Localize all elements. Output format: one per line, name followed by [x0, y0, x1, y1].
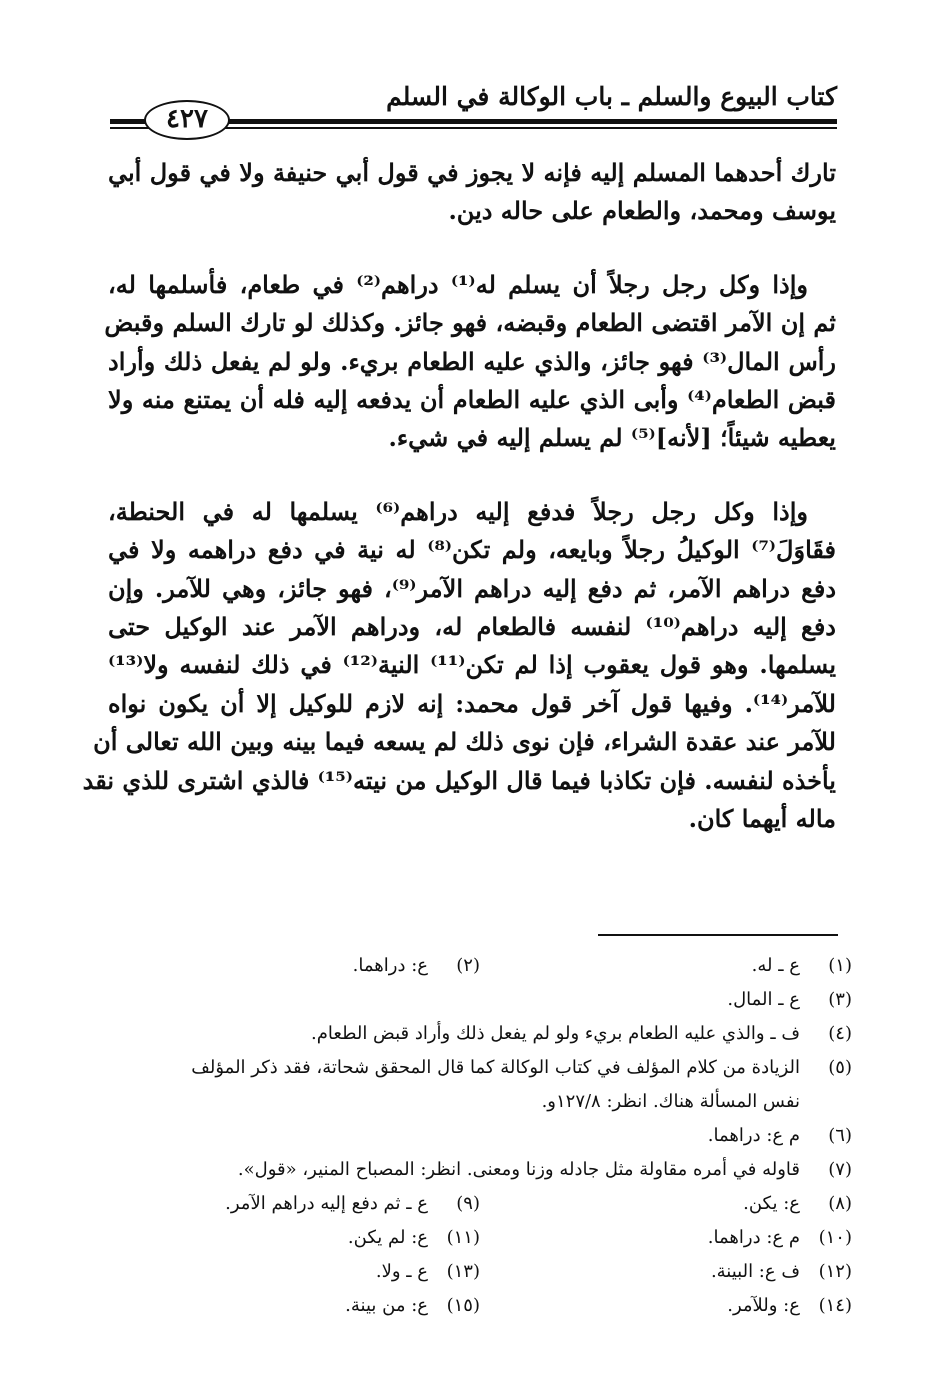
footnote-continuation: نفس المسألة هناك. انظر: ١٢٧/٨و. — [541, 1091, 800, 1112]
footnote — [108, 1017, 852, 1051]
text-line: يسلمها. وهو قول يعقوب إذا لم تكن⁽¹¹⁾ النية⁽¹²⁾ في ذلك لنفسه ولا⁽¹³⁾ — [108, 650, 837, 680]
footnote — [108, 1187, 480, 1221]
footnote — [108, 1255, 480, 1289]
footnote-text: ف ـ والذي عليه الطعام بريء ولو لم يفعل ذلك وأراد قبض الطعام. — [311, 1023, 800, 1044]
footnote-text: ع: يكن. — [743, 1193, 800, 1214]
paragraph-gap — [108, 458, 836, 493]
footnote-text: ع: لم يكن. — [347, 1227, 428, 1248]
text-line: رأس المال⁽³⁾ فهو جائز، والذي عليه الطعام بريء. ولو لم يفعل ذلك وأراد — [108, 346, 836, 376]
footnote-number: (١٤) — [818, 1295, 852, 1316]
footnote-text: ع ـ ثم دفع إليه دراهم الآمر. — [225, 1193, 428, 1214]
footnote-number: (١٠) — [818, 1227, 852, 1248]
footnote — [480, 1289, 852, 1323]
footnote-text: ع ـ ولا. — [375, 1261, 428, 1282]
footnote-row — [108, 1255, 852, 1289]
footnote — [108, 1119, 852, 1153]
footnote-text: ف ع: البينة. — [710, 1261, 800, 1282]
footnote-row — [108, 1187, 852, 1221]
footnote-number: (٤) — [828, 1023, 852, 1044]
text-line: وإذا وكل رجل رجلاً فدفع إليه دراهم⁽⁶⁾ يسلمها له في الحنطة، — [108, 496, 808, 526]
footnote — [108, 1153, 852, 1187]
paragraph-gap — [108, 231, 836, 266]
text-line: للآمر عند عقدة الشراء، فإن نوى ذلك لم يسعه فيما بينه وبين الله تعالى أن — [93, 727, 836, 757]
text-line: تارك أحدهما المسلم إليه فإنه لا يجوز في قول أبي حنيفة ولا في قول أبي — [108, 158, 836, 187]
text-line: ثم إن الآمر اقتضى الطعام وقبضه، فهو جائز. وكذلك لو تارك السلم وقبض — [104, 308, 836, 338]
footnote-text: الزيادة من كلام المؤلف في كتاب الوكالة كما قال المحقق شحاتة، فقد ذكر المؤلف — [191, 1057, 800, 1078]
footnote-number: (١١) — [446, 1227, 480, 1248]
footnote-text: ع: دراهما. — [352, 955, 428, 976]
footnote-number: (٥) — [828, 1057, 852, 1078]
footnote-text: قاوله في أمره مقاولة مثل جادله وزنا ومعنى. انظر: المصباح المنير، «قول». — [237, 1159, 800, 1180]
footnote-number: (٢) — [456, 955, 480, 976]
text-line: فقَاوَلَ⁽⁷⁾ الوكيلُ رجلاً وبايعه، ولم تكن⁽⁸⁾ له نية في دفع دراهمه ولا في — [108, 535, 836, 565]
text-line: وإذا وكل رجل رجلاً أن يسلم له⁽¹⁾ دراهم⁽²⁾ في طعام، فأسلمها له، — [108, 269, 808, 299]
footnote-number: (١٣) — [446, 1261, 480, 1282]
text-line: ماله أيهما كان. — [688, 804, 836, 834]
footnote-number: (٧) — [828, 1159, 852, 1180]
running-title: كتاب البيوع والسلم ـ باب الوكالة في السلم — [386, 82, 837, 111]
footnote-number: (٣) — [828, 989, 852, 1010]
footnote-text: ع ـ المال. — [727, 989, 800, 1010]
footnote — [480, 1187, 852, 1221]
footnote-text: ع: من بينة. — [345, 1295, 428, 1316]
footnote-text: م ع: دراهما. — [707, 1227, 800, 1248]
footnote-number: (١) — [828, 955, 852, 976]
footnote-text: ع ـ له. — [751, 955, 800, 976]
footnote-row — [108, 1289, 852, 1323]
footnote — [108, 949, 480, 983]
text-line: دفع دراهم الآمر، ثم دفع إليه دراهم الآمر⁽⁹⁾، فهو جائز، وهي للآمر. وإن — [108, 573, 837, 603]
footnote — [480, 1255, 852, 1289]
footnote-number: (٨) — [828, 1193, 852, 1214]
text-line: للآمر⁽¹⁴⁾. وفيها قول آخر قول محمد: إنه لازم للوكيل إلا أن يكون نواه — [108, 688, 836, 718]
page-number: ٤٢٧ — [144, 100, 230, 140]
footnote — [480, 949, 852, 983]
text-line: يأخذه لنفسه. فإن تكاذبا فيما قال الوكيل من نيته⁽¹⁵⁾ فالذي اشترى للذي نقد — [82, 765, 836, 795]
footnote-text: ع: وللآمر. — [727, 1295, 800, 1316]
footnote-row — [108, 949, 852, 983]
text-line: دفع إليه دراهم⁽¹⁰⁾ لنفسه فالطعام له، ودراهم الآمر عند الوكيل حتى — [108, 612, 836, 642]
footnote — [108, 1289, 480, 1323]
text-line: يعطيه شيئاً؛ [لأنه]⁽⁵⁾ لم يسلم إليه في شيء. — [388, 423, 836, 453]
footnote — [108, 1221, 480, 1255]
footnotes — [108, 949, 852, 1323]
footnote — [108, 1051, 852, 1085]
text-line: يوسف ومحمد، والطعام على حاله دين. — [448, 196, 836, 226]
footnote-number: (٩) — [456, 1193, 480, 1214]
footnote — [108, 983, 852, 1017]
text-line: قبض الطعام⁽⁴⁾ وأبى الذي عليه الطعام أن يدفعه إليه فله أن يمتنع منه ولا — [108, 385, 836, 415]
footnote-number: (١٥) — [446, 1295, 480, 1316]
footnote — [480, 1221, 852, 1255]
footnote-row — [108, 1221, 852, 1255]
footnote-separator — [598, 934, 838, 936]
footnote-number: (١٢) — [818, 1261, 852, 1282]
footnote-number: (٦) — [828, 1125, 852, 1146]
main-text — [82, 154, 837, 839]
footnote-text: م ع: دراهما. — [707, 1125, 800, 1146]
